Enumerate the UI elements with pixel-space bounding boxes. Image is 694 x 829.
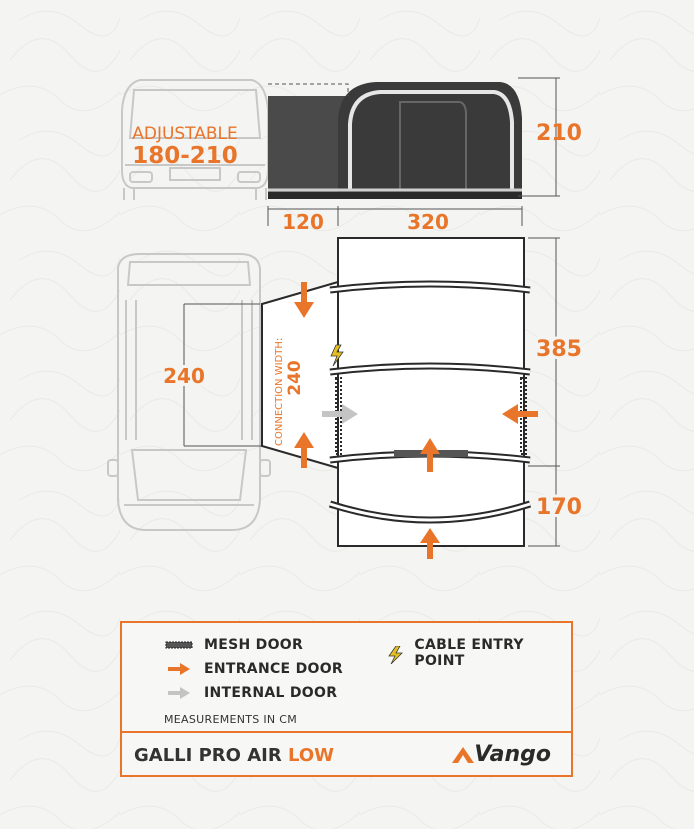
legend-internal-door-label: INTERNAL DOOR bbox=[204, 685, 338, 701]
legend-cable-entry bbox=[384, 637, 571, 669]
brand-name: Vango bbox=[474, 742, 551, 767]
connection-width-value: 240 bbox=[285, 360, 305, 396]
legend-panel bbox=[120, 621, 573, 777]
vango-logo-icon bbox=[452, 747, 474, 763]
product-name bbox=[134, 745, 334, 766]
product-name-highlight: LOW bbox=[288, 745, 334, 766]
tent-body-side bbox=[338, 82, 522, 192]
tent-side-view bbox=[268, 82, 522, 199]
legend-entrance-door bbox=[164, 661, 343, 677]
legend-entrance-door-label: ENTRANCE DOOR bbox=[204, 661, 343, 677]
tunnel-connector-side bbox=[268, 96, 348, 192]
main-width-dimension: 320 bbox=[407, 210, 449, 234]
adjustable-range: 180-210 bbox=[132, 143, 238, 169]
legend-internal-door bbox=[164, 685, 337, 701]
mesh-door-icon bbox=[164, 638, 204, 652]
height-dimension: 210 bbox=[536, 121, 582, 146]
vehicle-width-dimension: 240 bbox=[163, 364, 205, 388]
measurements-note: MEASUREMENTS IN CM bbox=[164, 713, 298, 726]
main-length-dimension: 385 bbox=[536, 337, 582, 362]
product-name-main: GALLI PRO AIR bbox=[134, 745, 282, 766]
legend-mesh-door-label: MESH DOOR bbox=[204, 637, 304, 653]
adjustable-label: ADJUSTABLE bbox=[132, 124, 238, 144]
connection-depth-dimension: 120 bbox=[282, 210, 324, 234]
legend-divider bbox=[122, 731, 571, 733]
entrance-arrow-icon bbox=[164, 662, 204, 676]
porch-length-dimension: 170 bbox=[536, 495, 582, 520]
internal-door-arrow-icon bbox=[164, 686, 204, 700]
legend-mesh-door bbox=[164, 637, 303, 653]
brand-logo bbox=[452, 742, 551, 767]
connection-width-label: CONNECTION WIDTH: bbox=[274, 337, 285, 446]
lightning-bolt-icon bbox=[384, 646, 414, 660]
legend-cable-entry-label: CABLE ENTRY POINT bbox=[414, 637, 524, 669]
